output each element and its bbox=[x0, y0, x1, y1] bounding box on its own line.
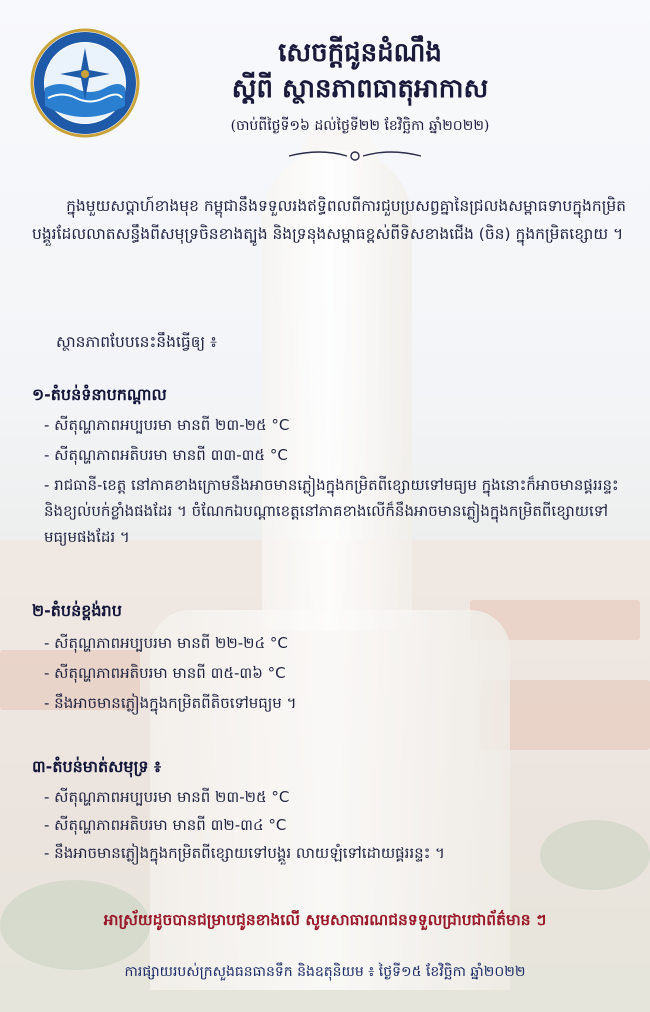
region-heading: ២-តំបន់ខ្ពង់រាប bbox=[32, 601, 122, 620]
date-range: (ចាប់ពីថ្ងៃទី១៦ ដល់ថ្ងៃទី២២ ខែវិច្ឆិកា ឆ្នាំ២០២២) bbox=[230, 118, 490, 134]
ministry-logo-icon bbox=[30, 28, 140, 138]
list-item: - សីតុណ្ហភាពអតិបរមា មានពី ៣៣-៣៥ °C bbox=[44, 446, 288, 464]
region-heading: ១-តំបន់ទំនាបកណ្តាល bbox=[32, 385, 167, 404]
list-item: - នឹងអាចមានភ្លៀងក្នុងកម្រិតពីខ្សោយទៅបង្គួរ លាយឡំទៅដោយផ្គររន្ទះ ។ bbox=[44, 844, 445, 862]
closing-note: អាស្រ័យដូចបានជម្រាបជូនខាងលើ សូមសាធារណជនទទួលជ្រាបជាព័ត៌មាន ៗ bbox=[103, 911, 547, 929]
list-item: - នឹងអាចមានភ្លៀងក្នុងកម្រិតពីតិចទៅមធ្យម ។ bbox=[44, 694, 297, 712]
notice-subject: ស្តីពី ស្ថានភាពធាតុអាកាស bbox=[231, 74, 489, 104]
list-item: - សីតុណ្ហភាពអប្បបរមា មានពី ២៣-២៥ °C bbox=[44, 416, 290, 434]
list-item: - រាជធានី-ខេត្ត នៅភាគខាងក្រោមនឹងអាចមានភ្លៀងក្នុងកម្រិតពីខ្សោយទៅមធ្យម ក្នុងនោះក៏អាចមានផ្គររន្ទះ និងខ្យល់បក់ខ្លាំងផងដែរ ។ ចំណែកឯបណ្តាខេត្តនៅភាគខាងលើក៏នឹងអាចមានភ្លៀងក្នុងកម្រិតពីខ្សោយទៅមធ្យមផងដែរ ។ bbox=[44, 476, 619, 546]
region-heading: ៣-តំបន់មាត់សមុទ្រ ៖ bbox=[32, 757, 162, 776]
list-item: - សីតុណ្ហភាពអតិបរមា មានពី ៣៥-៣៦ °C bbox=[44, 664, 286, 682]
list-item: - សីតុណ្ហភាពអតិបរមា មានពី ៣២-៣៤ °C bbox=[44, 816, 287, 834]
lead-sentence: ស្ថានភាពបែបនេះនឹងធ្វើឲ្យ ៖ bbox=[56, 333, 217, 351]
source-line: ការផ្សាយរបស់ក្រសួងធនធានទឹក និងឧតុនិយម ៖ ថ្ងៃទី១៥ ខែវិច្ឆិកា ឆ្នាំ២០២២ bbox=[124, 964, 526, 980]
list-item: - សីតុណ្ហភាពអប្បបរមា មានពី ២៣-២៥ °C bbox=[44, 788, 290, 806]
divider-ornament-icon bbox=[285, 148, 425, 164]
notice-title: សេចក្តីជូនដំណឹង bbox=[278, 38, 442, 68]
list-item: - សីតុណ្ហភាពអប្បបរមា មានពី ២២-២៤ °C bbox=[44, 634, 288, 652]
intro-paragraph: ក្នុងមួយសប្តាហ៍ខាងមុខ កម្ពុជានឹងទទួលរងឥទ្ធិពលពីការជួបប្រសព្វគ្នានៃជ្រលងសម្ពាធទាបក្នុងកម្រិតបង្គួរដែលលាតសន្ធឹងពីសមុទ្រចិនខាងត្បូង និងទ្រនុងសម្ពាធខ្ពស់ពីទិសខាងជើង (ចិន) ក្នុងកម្រិតខ្សោយ ។ bbox=[32, 197, 627, 243]
